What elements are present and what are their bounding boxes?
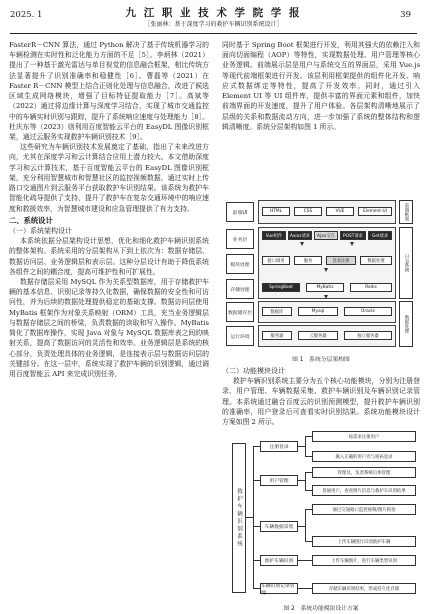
tech-cell: 云服务器: [298, 331, 338, 340]
arrow-down-icon: [324, 268, 328, 272]
issue-year: 2025. 1: [10, 10, 43, 20]
connector: [305, 509, 306, 541]
connector: [305, 436, 306, 456]
connector: [298, 480, 305, 481]
side-label: 前端UI: [226, 202, 254, 222]
tech-cell: Ajax交互: [314, 231, 338, 240]
side-label: 业务层: [226, 229, 254, 249]
tech-cell: 服务: [294, 256, 322, 265]
function-leaf-box: 普通用户，查看图片信息与救护车识别结果: [312, 485, 416, 496]
figure-2-caption: 图 2 系统功能模块设计方案: [283, 606, 359, 612]
side-label: 数据储存层: [226, 302, 254, 322]
tech-cell: 服务器: [262, 331, 292, 340]
paragraph: FasterR－CNN 算法，通过 Python 解决了基于传统机器学习的车辆检测在实时性和泛化能力方面的不足［5］。李炳林（2021）提出了一种基于激光雷达与单目视觉的信息融合框架，相比传统方法显著提升了识别准确率和稳健性［6］。曹磊等（2021）在 Faster R－CNN 模型上结合正则化处理与信息融合，改进了候选区域生成网络模块，增强了目标特征提取能力［7］。高斌等（2022）通过将边缘计算与深度学习结合，实现了城市交通监控中的车辆实时识别与跟踪，提升了系统响应速度与处理能力［8］。杜庆东等（2023）则利用百度智能云平台的 EasyDL 图像识别框架，通过云服务实现救护车辆识别技术［9］。: [9, 41, 209, 141]
running-title: ［张丽林：基于深度学习的救护车辆识别系统设计］: [144, 21, 283, 28]
connector: [253, 526, 260, 527]
connector: [253, 446, 260, 447]
function-leaf-box: 存储车辆识别结果，形成持久化存储: [312, 583, 416, 594]
right-label: 前端框架: [399, 200, 413, 224]
figure-1-caption: 图 1 系统分层架构图: [292, 357, 350, 363]
function-module-diagram: [232, 434, 418, 599]
subsection-heading: （一）系统架构设计: [9, 226, 72, 235]
connector: [253, 480, 260, 481]
side-label: 模块处理: [226, 254, 254, 274]
tech-cell: 数据库: [262, 307, 292, 316]
paragraph: 这些研究为车辆识别技术发展奠定了基础，指出了未来改进方向，尤其在深度学习和云计算结合应用上潜力较大。本文借助深度学习和云计算技术，基于百度智能云平台的 EasyDL 图像识别框架，充分利用智慧城市和智慧社区的监控视频数据，通过实时上传路口交通图片到云服务平台获取救护车识别结果。该系统为救护车智能化疏导提供了支持，提升了救护车在复杂交通环境中的响应速度和救援效率，为智慧城市建设和应急管理提供了有力支持。: [9, 143, 209, 213]
header-rule: [10, 33, 417, 34]
tech-cell: Vue组件: [262, 231, 286, 240]
arrow-down-icon: [300, 242, 304, 246]
tech-cell: Oracle: [344, 307, 392, 316]
left-column: [9, 40, 209, 379]
connector: [253, 560, 260, 561]
tech-cell: SpringBoot: [262, 283, 300, 292]
connector: [305, 436, 312, 437]
tech-cell: MyBatis: [306, 283, 344, 292]
side-label: 运行环境: [226, 326, 254, 346]
connector: [298, 560, 312, 561]
connector: [253, 446, 254, 589]
paragraph: 同时基于 Spring Boot 框架进行开发，利用其强大的依赖注入和面向切面编程（AOP）等特性，实现数据处理、用户管理等核心业务逻辑。前端展示层是用户与系统交互的界面层，采用 Vue.js 等现代前端框架进行开发。该层利用框架提供的组件化开发、响应式数据绑定等特性，提高了开发效率。同时，通过引入 Element UI 等 UI 组件库，提供丰富的界面元素和组件，加快前端界面的开发速度，提升了用户体验。各层架构清晰地展示了层级的关系和数据流动方向，进一步加强了系统的整体结构和逻辑清晰度。系统分层架构如图 1 所示。: [222, 41, 420, 131]
connector: [305, 541, 312, 542]
connector: [305, 472, 306, 490]
tech-cell: Get请求: [368, 231, 392, 240]
module-box: 车辆识别记录管理: [260, 583, 298, 594]
tech-cell: 独立服务器: [344, 331, 392, 340]
tech-cell: HTML: [262, 207, 290, 216]
tech-cell: POST请求: [340, 231, 366, 240]
journal-title: 九 江 职 业 技 术 学 院 学 报: [125, 7, 302, 19]
arrow-down-icon: [350, 242, 354, 246]
page-number: 39: [400, 10, 411, 20]
arrow-down-icon: [324, 295, 328, 299]
paragraph: 救护车辆识别系统主要分为五个核心功能模块，分别为注册登录、用户管理、车辆数据采集、救护车辆识别及车辆识别记录管理。本系统通过融合百度云的识别预测模型，提升救护车辆识别的准确率，用户登录后可查看实时识别结果。系统功能模块设计方案如图 2 所示。: [222, 377, 420, 427]
tech-cell: Mysql: [298, 307, 338, 316]
connector: [253, 588, 260, 589]
connector: [305, 472, 312, 473]
right-label: 日志系统: [399, 227, 413, 299]
function-leaf-box: 输入正确的用户名与密码登录: [312, 451, 416, 462]
paragraph: 本系统依据分层架构设计思想，优化和细化救护车辆识别系统的整体架构。系统采用的分层架构从下到上依次为：数据存储层、数据访问层、业务逻辑层和表示层。这种分层设计有助于降低系统各组件之间的耦合度，提高可维护性和可扩展性。: [9, 237, 209, 276]
system-root-box: 救护车辆识别系统: [232, 443, 246, 593]
function-leaf-box: 管理员，负责系统后体管理: [312, 467, 416, 478]
connector: [298, 526, 305, 527]
tech-cell: 数据处理: [360, 256, 392, 265]
tech-cell: 登录注册: [326, 256, 356, 265]
page-header: [10, 4, 417, 34]
layered-architecture-diagram: [226, 198, 416, 350]
connector: [298, 588, 312, 589]
right-label: 数据处理: [399, 301, 413, 347]
tech-cell: CSS: [294, 207, 322, 216]
connector: [305, 490, 312, 491]
tech-cell: Axios请求: [288, 231, 312, 240]
module-box: 救护车辆识别: [260, 555, 298, 566]
paragraph: 数据存储层采用 MySQL 作为关系型数据库，用于存储救护车辆的基本信息、识别记录等持久化数据，确保数据的安全性和可访问性，并为后续的数据处理提供稳定的基础支撑。数据访问层使用 MyBatis 框架作为对象关系映射（ORM）工具，充当业务逻辑层与数据存储层之间的桥梁，负责数据的读取和写入操作。MyBatis 简化了数据库操作，实现 Java 对象与 MySQL 数据库表之间的映射关系，提高了数据访问的灵活性和效率。业务逻辑层是系统的核心部分，负责处理具体的业务逻辑，是连接表示层与数据访问层的关键部分。在这一层中，系统实现了救护车辆的识别逻辑，通过调用百度智能云 API 来完成识别任务，: [9, 278, 209, 378]
function-leaf-box: 按需求注册用户: [312, 431, 416, 442]
tech-cell: 接口调用: [262, 256, 290, 265]
subsection-heading: （二）功能模块设计: [222, 367, 285, 375]
tech-cell: VUE: [326, 207, 354, 216]
module-box: 车辆数据采集: [260, 521, 298, 532]
function-leaf-box: 上传车辆图片识别救护车辆: [312, 536, 416, 547]
connector: [298, 446, 305, 447]
right-column-bottom: [222, 366, 420, 427]
tech-cell: Redis: [350, 283, 392, 292]
connector: [246, 517, 253, 518]
side-label: 存储处理: [226, 279, 254, 299]
section-heading: 二、系统设计: [9, 215, 53, 225]
module-box: 用户管理: [260, 475, 298, 486]
right-column-top: [222, 40, 420, 132]
function-leaf-box: 通过交通路口监控视频/图片抓拍: [312, 504, 416, 515]
function-leaf-box: 上传车辆图片，进行车辆类型识别: [312, 555, 416, 566]
tech-cell: Element-UI: [358, 207, 392, 216]
module-box: 注册登录: [260, 441, 298, 452]
connector: [305, 456, 312, 457]
connector: [305, 509, 312, 510]
